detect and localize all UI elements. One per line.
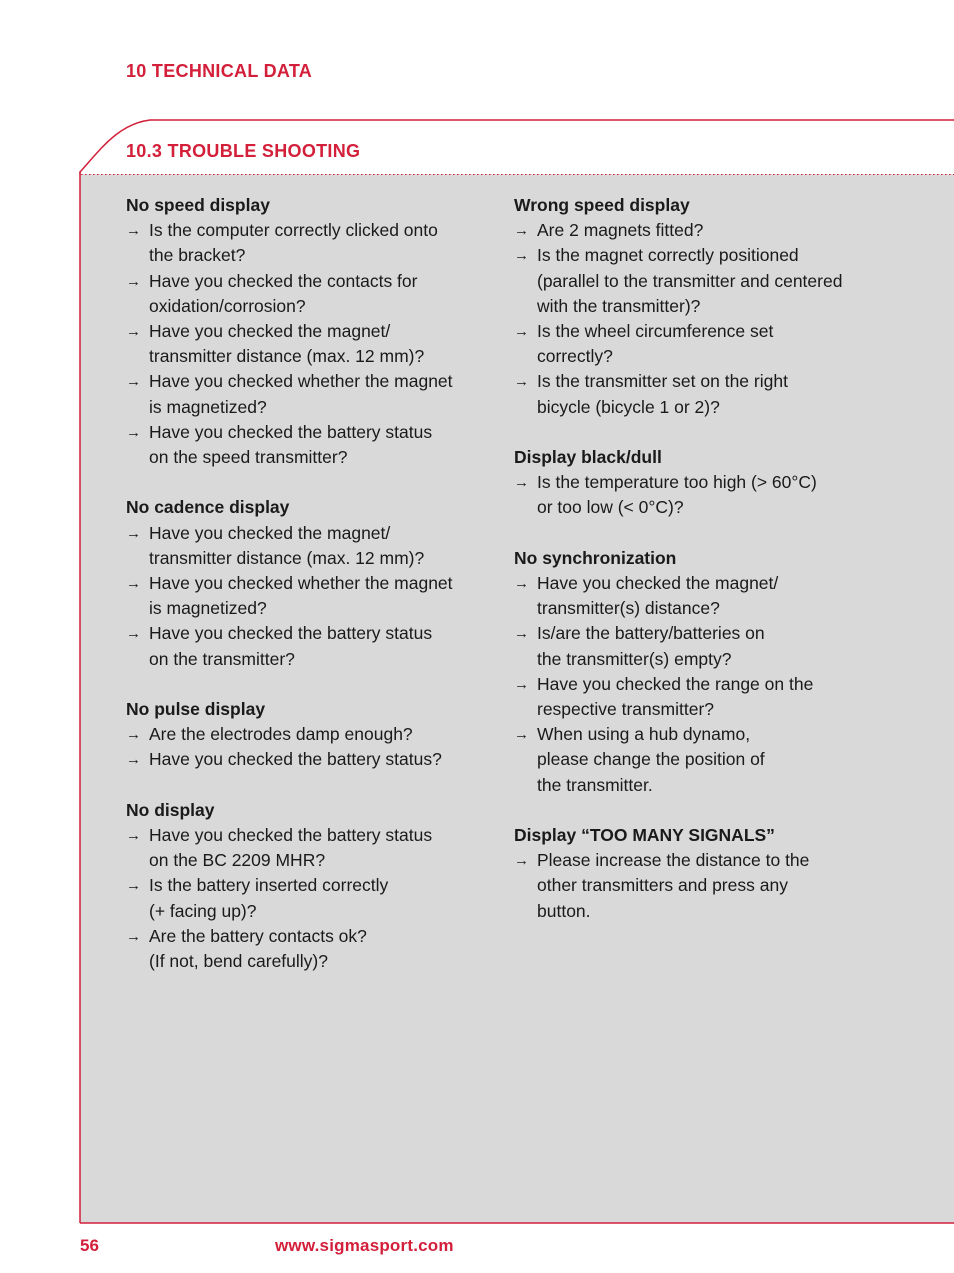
checklist bbox=[126, 823, 486, 974]
checklist-item bbox=[514, 319, 894, 369]
arrow-right-icon: → bbox=[126, 827, 141, 845]
checklist-item bbox=[514, 722, 894, 798]
checklist-item-text: Is the wheel circumference set correctly? bbox=[537, 321, 774, 367]
checklist-item bbox=[126, 924, 486, 974]
checklist-item bbox=[126, 420, 486, 470]
checklist bbox=[126, 722, 486, 772]
arrow-right-icon: → bbox=[126, 751, 141, 769]
checklist-item-text: Have you checked the contacts for oxidation/corrosion? bbox=[149, 270, 418, 316]
group-heading: Wrong speed display bbox=[514, 195, 690, 215]
checklist-item bbox=[126, 823, 486, 873]
page-number: 56 bbox=[80, 1236, 99, 1255]
checklist bbox=[126, 218, 486, 470]
checklist-item-text: Is the battery inserted correctly (+ facing up)? bbox=[149, 875, 389, 921]
checklist bbox=[514, 848, 894, 924]
checklist-item bbox=[514, 470, 894, 520]
group-heading: Display “TOO MANY SIGNALS” bbox=[514, 825, 775, 846]
checklist-item-text: Is/are the battery/batteries on the transmitter(s) empty? bbox=[537, 623, 765, 669]
checklist-item bbox=[126, 521, 486, 571]
checklist-item-text: Have you checked the battery status on the speed transmitter? bbox=[149, 421, 433, 468]
troubleshooting-group bbox=[126, 697, 486, 773]
arrow-right-icon: → bbox=[514, 373, 529, 391]
arrow-right-icon: → bbox=[126, 927, 141, 945]
checklist-item-text: Have you checked whether the magnet is magnetized? bbox=[149, 573, 453, 619]
checklist bbox=[126, 521, 486, 672]
checklist-item-text: Have you checked the battery status? bbox=[149, 749, 442, 770]
left-column bbox=[126, 193, 486, 999]
arrow-right-icon: → bbox=[126, 625, 141, 643]
checklist-item-text: Have you checked the range on the respective transmitter? bbox=[537, 673, 814, 720]
arrow-right-icon: → bbox=[514, 247, 529, 265]
troubleshooting-group bbox=[514, 823, 894, 924]
troubleshooting-group bbox=[514, 193, 894, 420]
checklist-item bbox=[126, 369, 486, 419]
checklist-item-text: Are the electrodes damp enough? bbox=[149, 724, 413, 745]
checklist-item bbox=[126, 747, 486, 772]
arrow-right-icon: → bbox=[514, 726, 529, 744]
checklist-item bbox=[514, 571, 894, 621]
chapter-title: 10 TECHNICAL DATA bbox=[126, 61, 313, 81]
group-heading: Display black/dull bbox=[514, 447, 662, 468]
checklist-item-text: Have you checked the battery status on the BC 2209 MHR? bbox=[149, 825, 433, 871]
arrow-right-icon: → bbox=[126, 373, 141, 391]
checklist-item bbox=[514, 672, 894, 722]
arrow-right-icon: → bbox=[126, 726, 141, 744]
checklist-item-text: Have you checked whether the magnet is magnetized? bbox=[149, 371, 453, 417]
checklist bbox=[514, 571, 894, 798]
arrow-right-icon: → bbox=[514, 625, 529, 643]
troubleshooting-group bbox=[126, 193, 486, 470]
checklist bbox=[514, 470, 894, 520]
arrow-right-icon: → bbox=[126, 423, 141, 441]
troubleshooting-group bbox=[514, 546, 894, 798]
checklist-item bbox=[126, 319, 486, 369]
checklist-item bbox=[126, 269, 486, 319]
section-title: 10.3 TROUBLE SHOOTING bbox=[126, 141, 361, 161]
arrow-right-icon: → bbox=[514, 852, 529, 870]
group-heading: No pulse display bbox=[126, 699, 266, 720]
checklist-item-text: Have you checked the battery status on the transmitter? bbox=[149, 623, 433, 669]
checklist-item-text: When using a hub dynamo, please change the position of the transmitter. bbox=[537, 724, 765, 795]
group-heading: No speed display bbox=[126, 195, 270, 215]
checklist-item bbox=[126, 873, 486, 923]
checklist-item-text: Have you checked the magnet/ transmitter(s) distance? bbox=[537, 573, 779, 619]
arrow-right-icon: → bbox=[126, 524, 141, 542]
arrow-right-icon: → bbox=[126, 272, 141, 290]
group-heading: No synchronization bbox=[514, 547, 677, 568]
footer-url[interactable]: www.sigmasport.com bbox=[275, 1236, 454, 1255]
arrow-right-icon: → bbox=[126, 877, 141, 895]
checklist-item-text: Have you checked the magnet/ transmitter distance (max. 12 mm)? bbox=[149, 522, 425, 568]
checklist-item bbox=[126, 218, 486, 268]
checklist-item bbox=[514, 621, 894, 671]
checklist-item-text: Are 2 magnets fitted? bbox=[537, 220, 704, 241]
troubleshooting-group bbox=[126, 495, 486, 671]
checklist-item-text: Is the magnet correctly positioned (parallel to the transmitter and centered with the transmitter)? bbox=[537, 245, 843, 316]
arrow-right-icon: → bbox=[126, 222, 141, 240]
arrow-right-icon: → bbox=[514, 474, 529, 492]
checklist bbox=[514, 218, 894, 420]
right-column bbox=[514, 193, 894, 949]
checklist-item bbox=[514, 218, 894, 243]
checklist-item bbox=[126, 571, 486, 621]
checklist-item bbox=[514, 848, 894, 924]
checklist-item bbox=[126, 621, 486, 671]
group-heading: No display bbox=[126, 799, 215, 820]
checklist-item-text: Have you checked the magnet/ transmitter distance (max. 12 mm)? bbox=[149, 321, 425, 367]
checklist-item bbox=[126, 722, 486, 747]
checklist-item-text: Please increase the distance to the other transmitters and press any button. bbox=[537, 850, 810, 921]
checklist-item-text: Are the battery contacts ok? (If not, bend carefully)? bbox=[149, 925, 367, 972]
group-heading: No cadence display bbox=[126, 497, 290, 518]
checklist-item bbox=[514, 243, 894, 319]
arrow-right-icon: → bbox=[514, 575, 529, 593]
arrow-right-icon: → bbox=[126, 575, 141, 593]
checklist-item bbox=[514, 369, 894, 419]
troubleshooting-group bbox=[514, 445, 894, 521]
troubleshooting-group bbox=[126, 798, 486, 974]
checklist-item-text: Is the transmitter set on the right bicycle (bicycle 1 or 2)? bbox=[537, 371, 788, 417]
arrow-right-icon: → bbox=[514, 222, 529, 240]
arrow-right-icon: → bbox=[126, 323, 141, 341]
arrow-right-icon: → bbox=[514, 323, 529, 341]
arrow-right-icon: → bbox=[514, 675, 529, 693]
checklist-item-text: Is the computer correctly clicked onto the bracket? bbox=[149, 220, 438, 266]
checklist-item-text: Is the temperature too high (> 60°C) or too low (< 0°C)? bbox=[537, 472, 817, 518]
